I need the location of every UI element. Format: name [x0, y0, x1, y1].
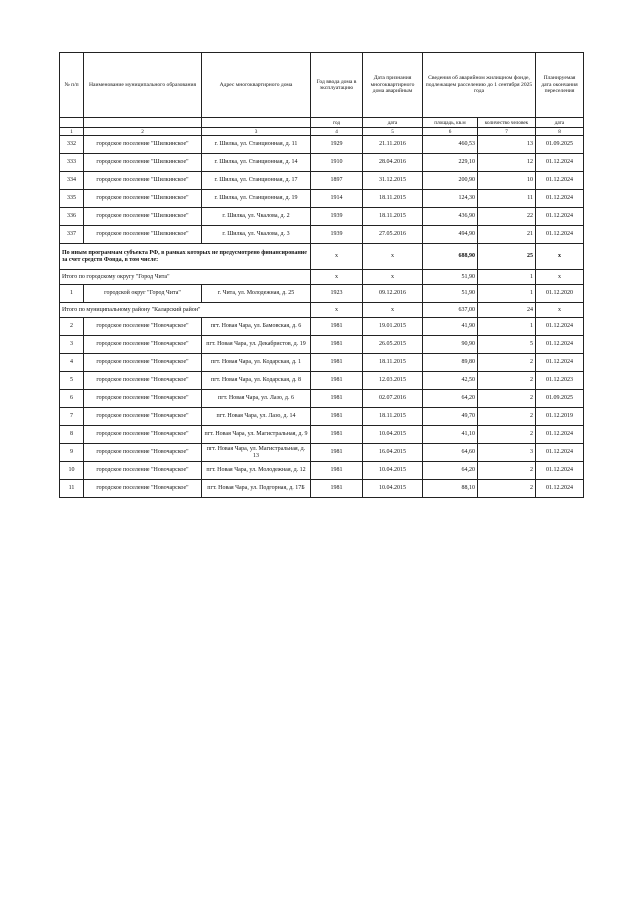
row-date: 10.04.2015 [363, 462, 423, 480]
summary-chita-date: х [363, 270, 423, 285]
row-people: 1 [478, 285, 536, 303]
row-year: 1981 [311, 408, 363, 426]
row-people: 5 [478, 336, 536, 354]
row-planned: 01.12.2024 [536, 426, 584, 444]
row-number: 2 [60, 318, 84, 336]
row-area: 64,20 [423, 390, 478, 408]
row-date: 02.07.2016 [363, 390, 423, 408]
row-year: 1914 [311, 190, 363, 208]
row-area: 90,90 [423, 336, 478, 354]
table-row [60, 408, 584, 426]
index-cell: 5 [363, 128, 423, 136]
row-people: 3 [478, 444, 536, 462]
row-year: 1981 [311, 318, 363, 336]
row-number: 333 [60, 154, 84, 172]
table-row [60, 190, 584, 208]
row-address: пгт. Новая Чара, ул. Магистральная, д. 9 [202, 426, 311, 444]
row-date: 21.11.2016 [363, 136, 423, 154]
header-year: Год ввода дома в эксплуатацию [311, 53, 363, 118]
row-area: 200,90 [423, 172, 478, 190]
row-municipality: городское поселение "Шилкинское" [84, 172, 202, 190]
row-people: 2 [478, 354, 536, 372]
summary-other-area: 688,90 [423, 244, 478, 270]
row-municipality: городское поселение "Новочарское" [84, 336, 202, 354]
summary-other-year: х [311, 244, 363, 270]
row-people: 13 [478, 136, 536, 154]
summary-kalar-year: х [311, 303, 363, 318]
table-row [60, 390, 584, 408]
row-planned: 01.12.2023 [536, 372, 584, 390]
summary-row-kalar [60, 303, 584, 318]
row-number: 334 [60, 172, 84, 190]
row-municipality: городское поселение "Новочарское" [84, 444, 202, 462]
row-address: пгт. Новая Чара, ул. Молодежная, д. 12 [202, 462, 311, 480]
row-area: 89,80 [423, 354, 478, 372]
row-planned: 01.09.2025 [536, 136, 584, 154]
summary-other-date: х [363, 244, 423, 270]
header-date: Дата признания многоквартирного дома аварийным [363, 53, 423, 118]
table-row [60, 354, 584, 372]
row-address: г. Шилка, ул. Чкалова, д. 2 [202, 208, 311, 226]
index-cell: 6 [423, 128, 478, 136]
row-people: 2 [478, 462, 536, 480]
row-people: 11 [478, 190, 536, 208]
index-cell: 1 [60, 128, 84, 136]
row-number: 7 [60, 408, 84, 426]
row-municipality: городское поселение "Новочарское" [84, 462, 202, 480]
row-number: 10 [60, 462, 84, 480]
row-number: 5 [60, 372, 84, 390]
row-municipality: городское поселение "Новочарское" [84, 390, 202, 408]
row-date: 12.03.2015 [363, 372, 423, 390]
summary-chita-area: 51,90 [423, 270, 478, 285]
row-area: 88,10 [423, 480, 478, 498]
row-year: 1981 [311, 480, 363, 498]
summary-kalar-area: 637,00 [423, 303, 478, 318]
summary-kalar-date: х [363, 303, 423, 318]
row-address: пгт. Новая Чара, ул. Декабристов, д. 19 [202, 336, 311, 354]
row-number: 332 [60, 136, 84, 154]
row-municipality: городское поселение "Новочарское" [84, 480, 202, 498]
row-date: 10.04.2015 [363, 480, 423, 498]
summary-row-other [60, 244, 584, 270]
row-date: 18.11.2015 [363, 354, 423, 372]
table-row [60, 318, 584, 336]
row-year: 1981 [311, 336, 363, 354]
index-cell: 4 [311, 128, 363, 136]
row-area: 41,10 [423, 426, 478, 444]
row-year: 1981 [311, 426, 363, 444]
row-municipality: городское поселение "Новочарское" [84, 426, 202, 444]
row-municipality: городской округ "Город Чита" [84, 285, 202, 303]
row-number: 337 [60, 226, 84, 244]
row-number: 336 [60, 208, 84, 226]
row-number: 4 [60, 354, 84, 372]
row-address: пгт. Новая Чара, ул. Лазо, д. 14 [202, 408, 311, 426]
table-row [60, 208, 584, 226]
row-municipality: городское поселение "Новочарское" [84, 354, 202, 372]
row-planned: 01.12.2024 [536, 154, 584, 172]
row-area: 460,53 [423, 136, 478, 154]
housing-table [59, 52, 584, 498]
row-address: г. Шилка, ул. Станционная, д. 11 [202, 136, 311, 154]
row-people: 2 [478, 390, 536, 408]
row-area: 64,20 [423, 462, 478, 480]
summary-other-planned: х [536, 244, 584, 270]
row-planned: 01.12.2024 [536, 444, 584, 462]
row-date: 26.05.2015 [363, 336, 423, 354]
table-row [60, 480, 584, 498]
row-area: 51,90 [423, 285, 478, 303]
row-date: 10.04.2015 [363, 426, 423, 444]
table-row [60, 426, 584, 444]
row-year: 1981 [311, 444, 363, 462]
table-row [60, 444, 584, 462]
row-year: 1929 [311, 136, 363, 154]
row-year: 1939 [311, 226, 363, 244]
row-municipality: городское поселение "Новочарское" [84, 408, 202, 426]
unit-area: площадь, кв.м [423, 118, 478, 128]
row-year: 1939 [311, 208, 363, 226]
row-address: г. Шилка, ул. Станционная, д. 19 [202, 190, 311, 208]
row-date: 27.05.2016 [363, 226, 423, 244]
row-area: 41,90 [423, 318, 478, 336]
row-municipality: городское поселение "Шилкинское" [84, 136, 202, 154]
row-address: пгт. Новая Чара, ул. Кодарская, д. 8 [202, 372, 311, 390]
row-planned: 01.12.2024 [536, 354, 584, 372]
row-address: пгт. Новая Чара, ул. Бамовская, д. 6 [202, 318, 311, 336]
row-number: 1 [60, 285, 84, 303]
row-people: 1 [478, 318, 536, 336]
shilka-rows [60, 136, 584, 244]
row-planned: 01.12.2024 [536, 172, 584, 190]
row-planned: 01.12.2024 [536, 462, 584, 480]
row-date: 18.11.2015 [363, 190, 423, 208]
row-address: г. Шилка, ул. Станционная, д. 17 [202, 172, 311, 190]
table-row [60, 462, 584, 480]
unit-cell [84, 118, 202, 128]
row-number: 3 [60, 336, 84, 354]
row-people: 10 [478, 172, 536, 190]
row-number: 335 [60, 190, 84, 208]
table-row [60, 154, 584, 172]
summary-kalar-planned: х [536, 303, 584, 318]
row-address: г. Чита, ул. Молодежная, д. 25 [202, 285, 311, 303]
row-planned: 01.12.2024 [536, 208, 584, 226]
row-planned: 01.12.2019 [536, 408, 584, 426]
row-people: 2 [478, 372, 536, 390]
row-year: 1897 [311, 172, 363, 190]
row-number: 8 [60, 426, 84, 444]
header-info: Сведения об аварийном жилищном фонде, подлежащем расселению до 1 сентября 2025 года [423, 53, 536, 118]
table-row [60, 372, 584, 390]
row-municipality: городское поселение "Шилкинское" [84, 190, 202, 208]
row-people: 21 [478, 226, 536, 244]
unit-planned: дата [536, 118, 584, 128]
row-municipality: городское поселение "Новочарское" [84, 318, 202, 336]
row-date: 31.12.2015 [363, 172, 423, 190]
row-date: 19.01.2015 [363, 318, 423, 336]
row-planned: 01.12.2024 [536, 480, 584, 498]
row-people: 22 [478, 208, 536, 226]
row-date: 18.11.2015 [363, 208, 423, 226]
row-people: 12 [478, 154, 536, 172]
index-row [60, 128, 584, 136]
index-cell: 8 [536, 128, 584, 136]
row-address: г. Шилка, ул. Чкалова, д. 3 [202, 226, 311, 244]
table-row [60, 226, 584, 244]
summary-other-people: 25 [478, 244, 536, 270]
row-address: пгт. Новая Чара, ул. Магистральная, д. 13 [202, 444, 311, 462]
kalar-rows [60, 318, 584, 498]
index-cell: 2 [84, 128, 202, 136]
header-planned: Планируемая дата окончания переселения [536, 53, 584, 118]
row-year: 1981 [311, 354, 363, 372]
row-date: 28.04.2016 [363, 154, 423, 172]
row-municipality: городское поселение "Новочарское" [84, 372, 202, 390]
table-row [60, 285, 584, 303]
table-row [60, 136, 584, 154]
summary-chita-label: Итого по городскому округу "Город Чита" [60, 270, 311, 285]
row-planned: 01.12.2024 [536, 336, 584, 354]
row-people: 2 [478, 408, 536, 426]
summary-chita-people: 1 [478, 270, 536, 285]
row-municipality: городское поселение "Шилкинское" [84, 226, 202, 244]
row-planned: 01.12.2020 [536, 285, 584, 303]
row-municipality: городское поселение "Шилкинское" [84, 208, 202, 226]
row-people: 2 [478, 426, 536, 444]
row-planned: 01.12.2024 [536, 226, 584, 244]
unit-date: дата [363, 118, 423, 128]
row-area: 42,50 [423, 372, 478, 390]
summary-row-chita [60, 270, 584, 285]
row-year: 1981 [311, 390, 363, 408]
row-planned: 01.12.2024 [536, 190, 584, 208]
summary-kalar-label: Итого по муниципальному району "Каларский район" [60, 303, 311, 318]
row-area: 124,30 [423, 190, 478, 208]
row-date: 09.12.2016 [363, 285, 423, 303]
row-number: 9 [60, 444, 84, 462]
row-number: 11 [60, 480, 84, 498]
header-municipality: Наименование муниципального образования [84, 53, 202, 118]
row-area: 229,10 [423, 154, 478, 172]
row-year: 1981 [311, 462, 363, 480]
row-area: 64,60 [423, 444, 478, 462]
index-cell: 7 [478, 128, 536, 136]
row-address: пгт. Новая Чара, ул. Лазо, д. 6 [202, 390, 311, 408]
row-address: пгт. Новая Чара, ул. Кодарская, д. 1 [202, 354, 311, 372]
row-number: 6 [60, 390, 84, 408]
unit-year: год [311, 118, 363, 128]
row-address: г. Шилка, ул. Станционная, д. 14 [202, 154, 311, 172]
row-people: 2 [478, 480, 536, 498]
index-cell: 3 [202, 128, 311, 136]
row-year: 1923 [311, 285, 363, 303]
summary-chita-year: х [311, 270, 363, 285]
table-row [60, 336, 584, 354]
header-num: № п/п [60, 53, 84, 118]
row-area: 49,70 [423, 408, 478, 426]
table-row [60, 172, 584, 190]
unit-row [60, 118, 584, 128]
row-area: 436,90 [423, 208, 478, 226]
row-area: 494,90 [423, 226, 478, 244]
summary-other-label: По иным программам субъекта РФ, в рамках которых не предусмотрено финансирование за счет средств Фонда, в том числе: [60, 244, 311, 270]
unit-cell [60, 118, 84, 128]
unit-people: количество человек [478, 118, 536, 128]
row-address: пгт. Новая Чара, ул. Подгорная, д. 17Б [202, 480, 311, 498]
row-planned: 01.12.2024 [536, 318, 584, 336]
summary-kalar-people: 24 [478, 303, 536, 318]
row-year: 1910 [311, 154, 363, 172]
row-date: 18.11.2015 [363, 408, 423, 426]
row-date: 16.04.2015 [363, 444, 423, 462]
unit-cell [202, 118, 311, 128]
header-address: Адрес многоквартирного дома [202, 53, 311, 118]
summary-chita-planned: х [536, 270, 584, 285]
header-row [60, 53, 584, 118]
row-year: 1981 [311, 372, 363, 390]
row-municipality: городское поселение "Шилкинское" [84, 154, 202, 172]
row-planned: 01.09.2025 [536, 390, 584, 408]
